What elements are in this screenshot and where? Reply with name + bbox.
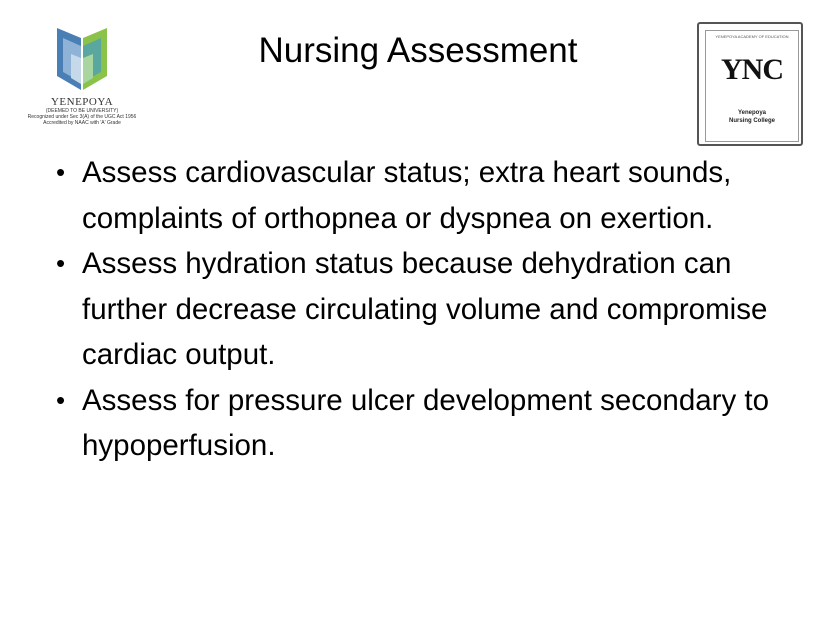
bullet-icon: • <box>56 248 66 278</box>
bullet-text: Assess for pressure ulcer development secondary to hypoperfusion. <box>82 383 770 462</box>
logo-inner-border <box>705 30 799 142</box>
logo-left-line2: Recognized under Sec 3(A) of the UGC Act 1956 <box>27 114 137 120</box>
logo-right-name-line2: Nursing College <box>728 118 775 124</box>
logo-right-top-text: YENEPOYA ACADEMY OF EDUCATION <box>715 34 789 39</box>
logo-right-name <box>706 109 798 125</box>
logo-frame <box>697 22 803 146</box>
bullet-item <box>46 378 786 469</box>
bullet-text: Assess cardiovascular status; extra heart sounds, complaints of orthopnea or dyspnea on exertion. <box>82 156 732 235</box>
bullet-text: Assess hydration status because dehydration can further decrease circulating volume and compromise cardiac output. <box>82 247 768 371</box>
bullet-list <box>46 150 786 469</box>
bullet-icon: • <box>56 157 66 187</box>
ync-monogram-icon: YNC <box>721 53 783 86</box>
logo-right-name-line1: Yenepoya <box>737 110 766 116</box>
slide-title: Nursing Assessment <box>258 31 578 70</box>
yenepoya-nursing-college-logo <box>697 22 805 148</box>
bullet-item <box>46 241 786 378</box>
bullet-item <box>46 150 786 241</box>
logo-left-line3: Accredited by NAAC with 'A' Grade <box>43 120 121 126</box>
logo-left-name: YENEPOYA <box>50 96 114 108</box>
bullet-icon: • <box>56 384 66 415</box>
logo-left-line1: (DEEMED TO BE UNIVERSITY) <box>45 108 119 114</box>
